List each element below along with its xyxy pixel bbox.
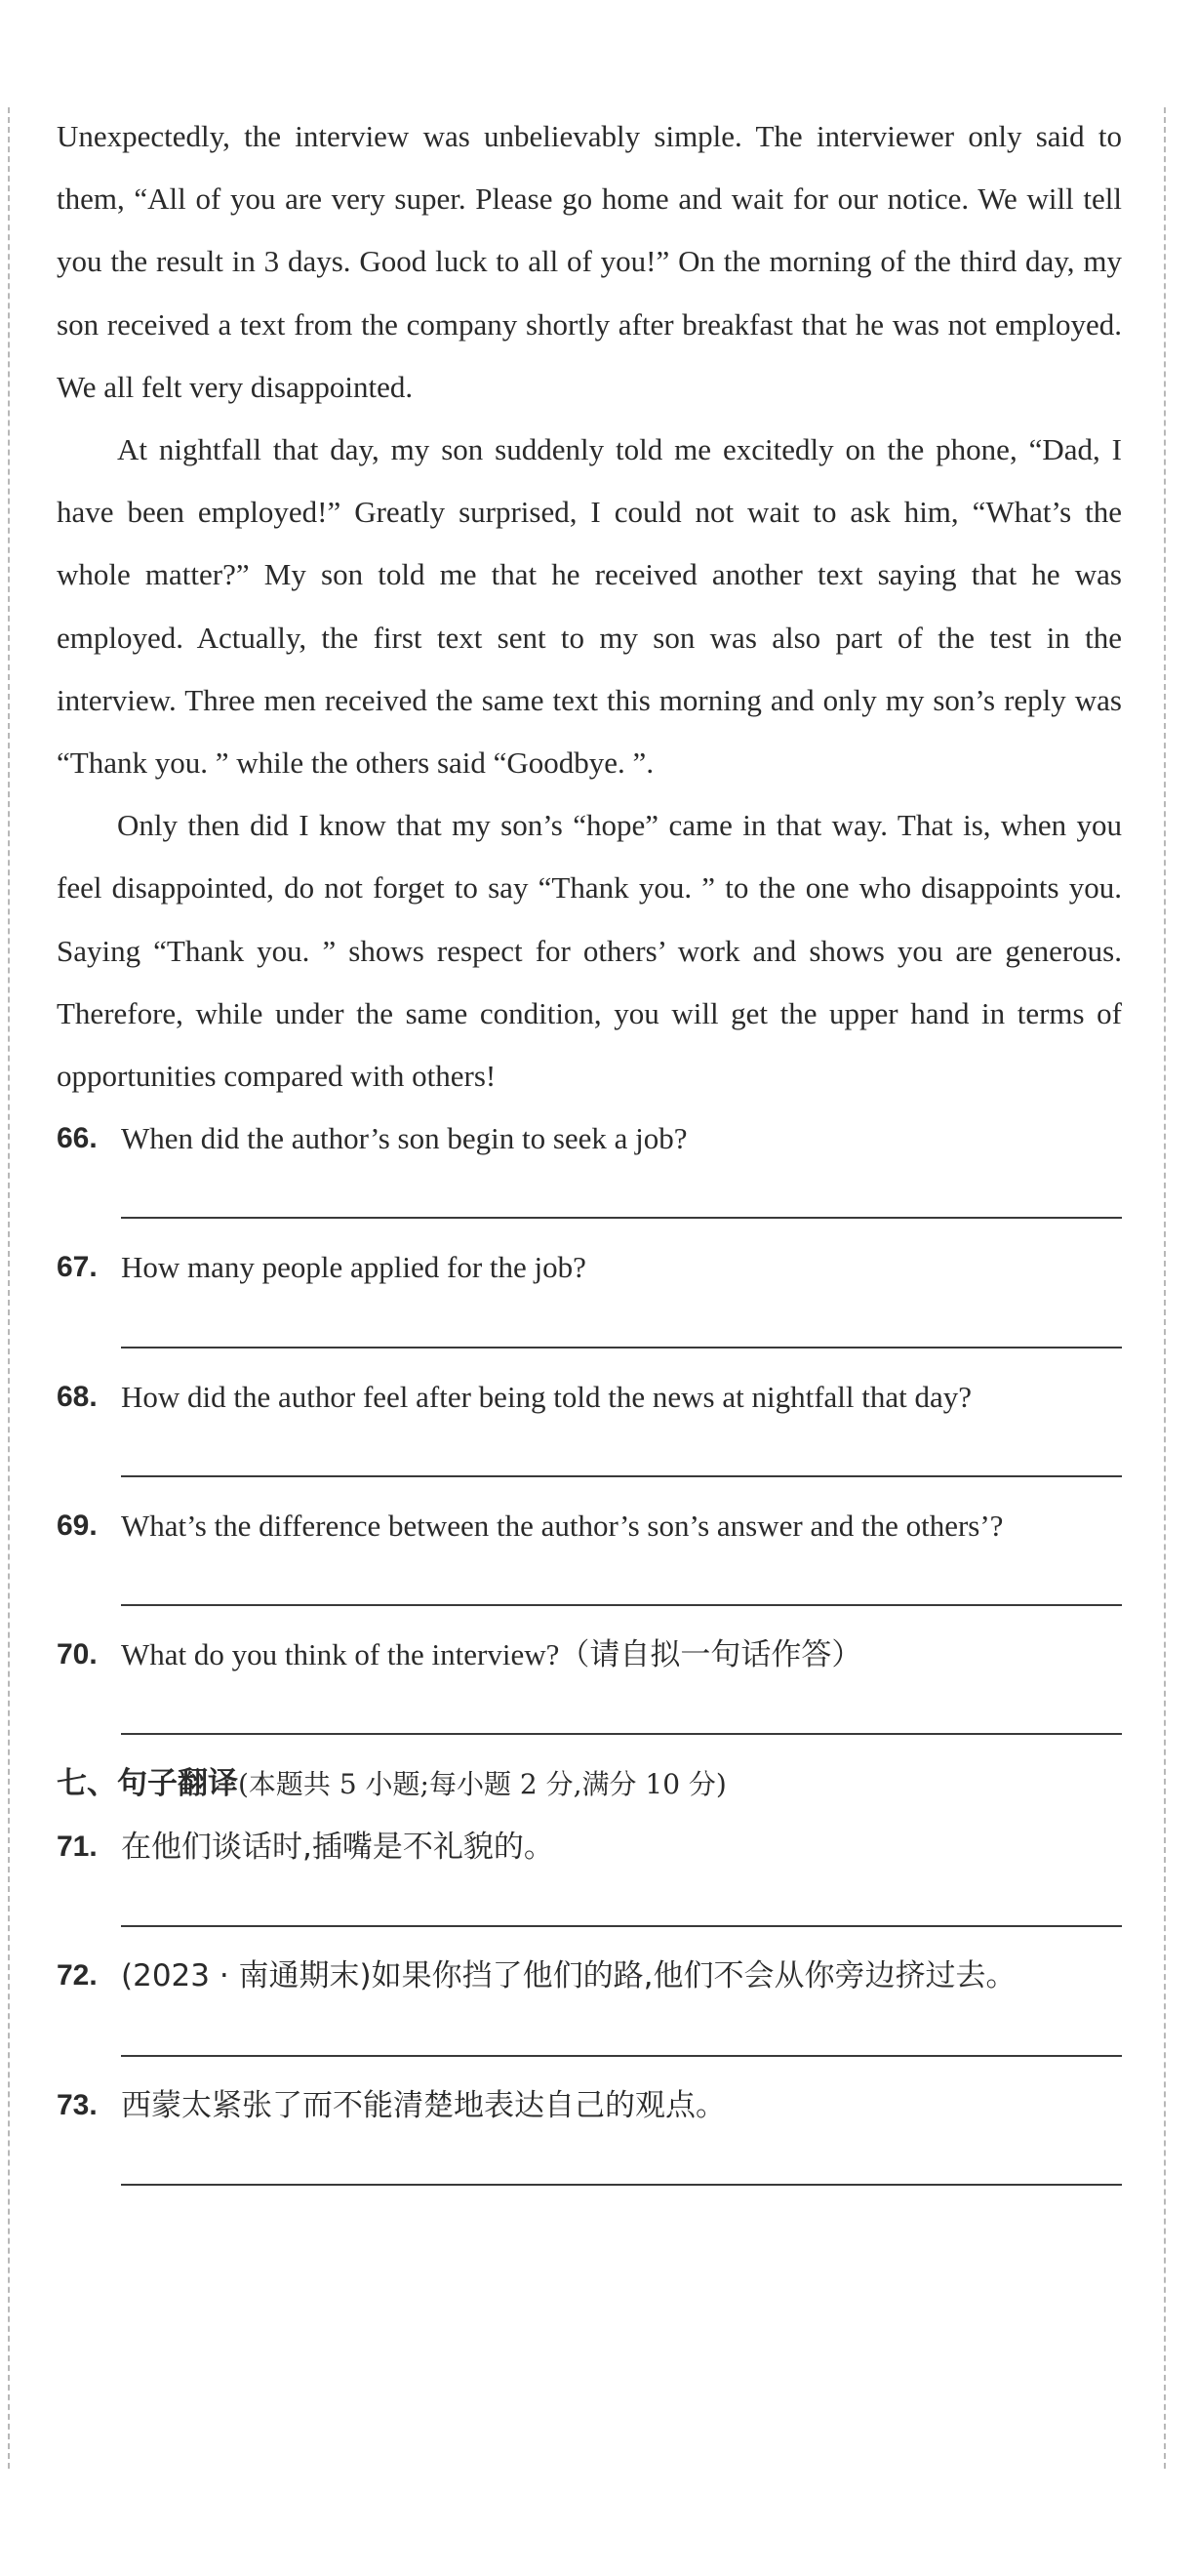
question-text: How did the author feel after being told the news at nightfall that day?: [121, 1379, 973, 1414]
question-number: 70.: [57, 1638, 98, 1671]
answer-line-73[interactable]: [121, 2184, 1122, 2186]
left-dashed-margin: [8, 107, 10, 2469]
section-7-note: (本题共 5 小题;每小题 2 分,满分 10 分): [238, 1768, 727, 1801]
question-66: [57, 1107, 1122, 1170]
question-68: [57, 1366, 1122, 1429]
question-text: (2023 · 南通期末)如果你挡了他们的路,他们不会从你旁边挤过去。: [121, 1958, 1017, 1994]
question-number: 67.: [57, 1251, 98, 1284]
right-dashed-margin: [1164, 107, 1166, 2469]
question-69: [57, 1495, 1122, 1557]
worksheet-content: [57, 105, 1122, 2186]
passage-paragraph-2: At nightfall that day, my son suddenly told me excitedly on the phone, “Dad, I have been employed!” Greatly surprised, I could not wait to ask him, “What’s the whole matter?” My son told me that he received another text saying that he was employed. Actually, the first text sent to my son was also part of the test in the interview. Three men received the same text this morning and only my son’s reply was “Thank you. ” while the others said “Goodbye. ”.: [57, 432, 1122, 781]
question-text: What do you think of the interview?（请自拟一句话作答）: [121, 1637, 862, 1672]
question-text: When did the author’s son begin to seek a job?: [121, 1121, 688, 1156]
question-number: 69.: [57, 1509, 98, 1542]
question-text: 西蒙太紧张了而不能清楚地表达自己的观点。: [121, 2087, 726, 2123]
question-70: [57, 1624, 1122, 1686]
question-number: 72.: [57, 1959, 98, 1992]
question-text: 在他们谈话时,插嘴是不礼貌的。: [121, 1830, 554, 1866]
section-7-title: 七、句子翻译: [57, 1766, 238, 1802]
question-72: [57, 1945, 1122, 2007]
question-text: What’s the difference between the author’s son’s answer and the others’?: [121, 1508, 1004, 1543]
passage-paragraph-1: Unexpectedly, the interview was unbelievably simple. The interviewer only said to them, “All of you are very super. Please go home and wait for our notice. We will tell you the result in 3 days. Good luck to all of you!” On the morning of the third day, my son received a text from the company shortly after breakfast that he was not employed. We all felt very disappointed.: [57, 119, 1122, 404]
question-number: 71.: [57, 1831, 98, 1864]
question-71: [57, 1816, 1122, 1878]
question-number: 66.: [57, 1122, 98, 1155]
question-text: How many people applied for the job?: [121, 1250, 586, 1285]
question-number: 73.: [57, 2088, 98, 2121]
passage-paragraph-3: Only then did I know that my son’s “hope” came in that way. That is, when you feel disappointed, do not forget to say “Thank you. ” to the one who disappoints you. Saying “Thank you. ” shows respect for others’ work and shows you are generous. Therefore, while under the same condition, you will get the upper hand in terms of opportunities compared with others!: [57, 808, 1122, 1094]
section-7-heading: [57, 1752, 1122, 1816]
question-number: 68.: [57, 1380, 98, 1413]
question-67: [57, 1236, 1122, 1299]
question-73: [57, 2074, 1122, 2137]
